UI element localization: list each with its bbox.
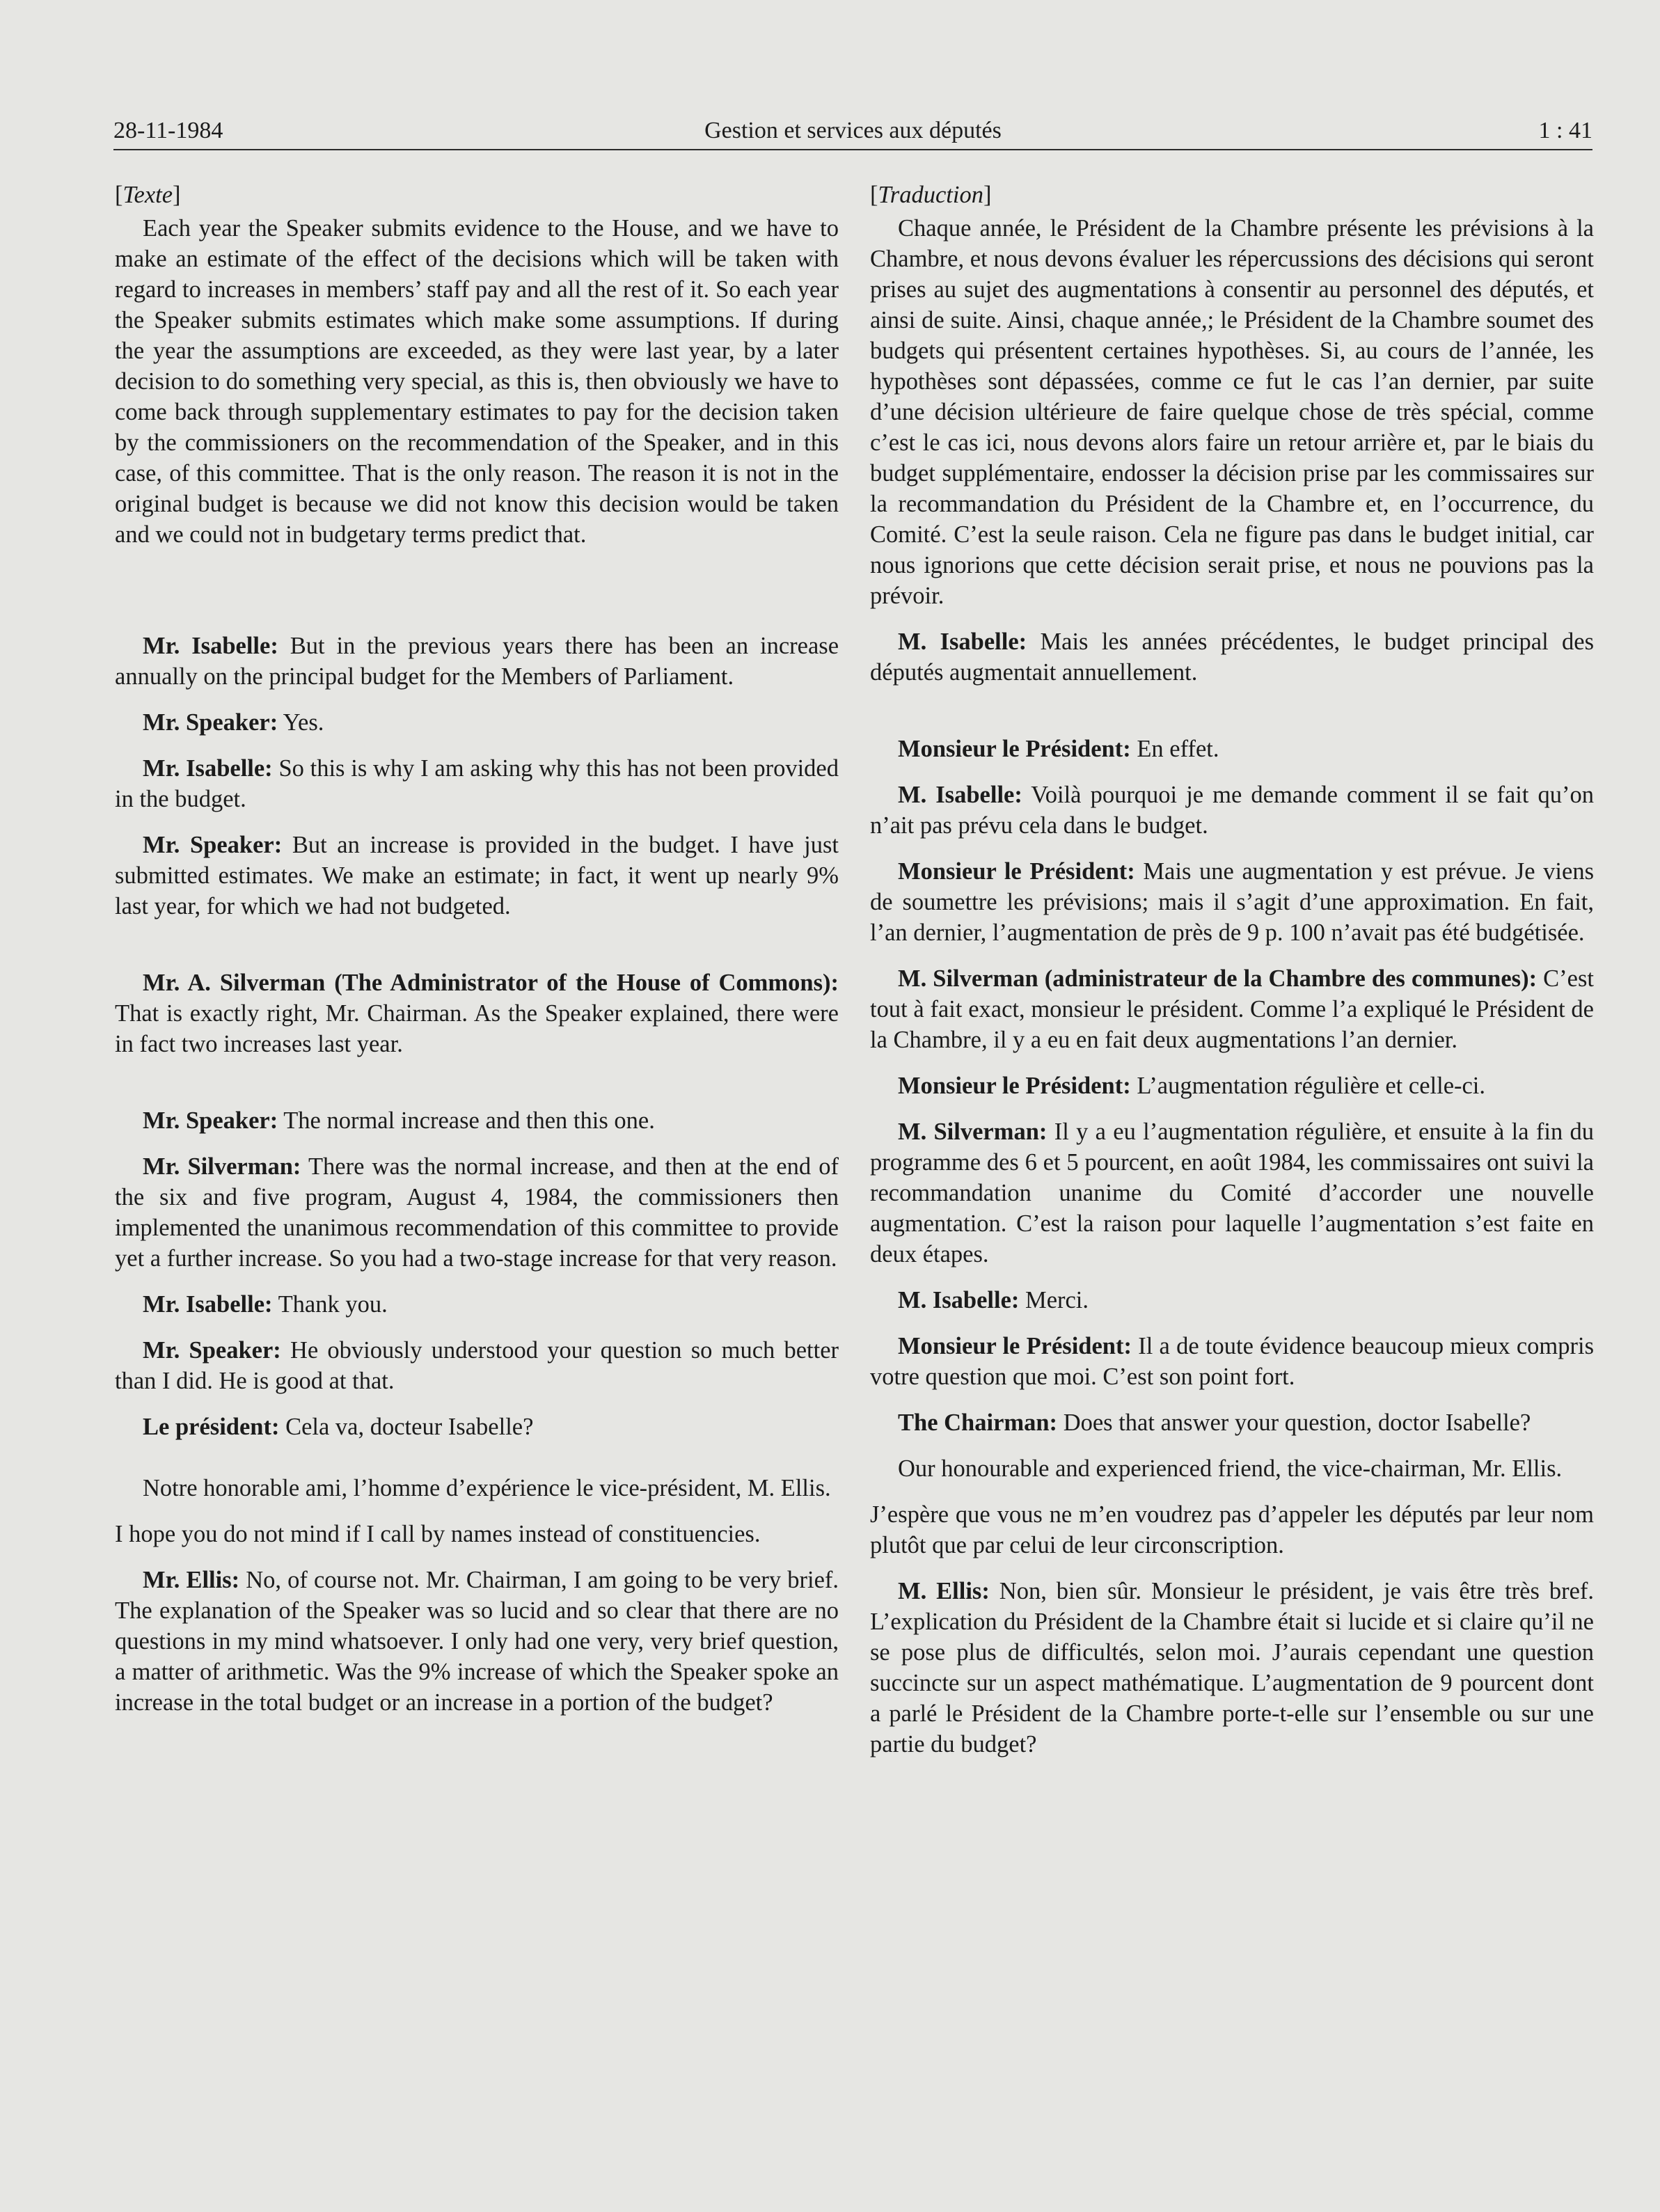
speaker-name: Mr. Speaker: bbox=[143, 1107, 278, 1134]
speaker-name: M. Ellis: bbox=[898, 1578, 990, 1604]
paragraph: Chaque année, le Président de la Chambre présente les prévisions à la Chambre, et nous devons évaluer les répercussions des décisions qui seront prises au sujet des augmentations à consentir au personnel des députés, et ainsi de suite. Ainsi, chaque année,; le Président de la Chambre soumet des budgets qui présentent certaines hypothèses. Si, au cours de l’année, les hypothèses sont dépassées, comme ce fut le cas l’an dernier, par suite d’une décision ultérieure de faire quelque chose de très spécial, comme c’est le cas ici, nous devons alors faire un retour arrière et, par le biais du budget supplémentaire, endosser la décision prise par les commissaires sur la recommandation du Président de la Chambre et, en l’occurrence, du Comité. C’est la seule raison. Cela ne figure pas dans le budget initial, car nous ignorions que cette décision serait prise, et nous ne pouvions pas la prévoir. bbox=[870, 215, 1594, 609]
paragraph: M. Isabelle: Mais les années précédentes, le budget principal des députés augmentait annuellement. bbox=[870, 629, 1594, 686]
paragraph: M. Isabelle: Voilà pourquoi je me demande comment il se fait qu’on n’ait pas prévu cela dans le budget. bbox=[870, 782, 1594, 839]
speaker-name: Monsieur le Président: bbox=[898, 1073, 1131, 1099]
speaker-name: Mr. Isabelle: bbox=[143, 1291, 273, 1318]
speaker-name: Le président: bbox=[143, 1414, 280, 1440]
paragraph: Monsieur le Président: En effet. bbox=[898, 736, 1219, 762]
paragraph: Mr. Ellis: No, of course not. Mr. Chairman, I am going to be very brief. The explanation of the Speaker was so lucid and so clear that there are no questions in my mind whatsoever. I only had one very, very brief question, a matter of arithmetic. Was the 9% increase of which the Speaker spoke an increase in the total budget or an increase in a portion of the budget? bbox=[115, 1567, 839, 1716]
speaker-name: Mr. Silverman: bbox=[143, 1153, 301, 1180]
header-page-number: 1 : 41 bbox=[1538, 118, 1592, 143]
paragraph: M. Ellis: Non, bien sûr. Monsieur le président, je vais être très bref. L’explication du Président de la Chambre était si lucide et si claire qu’il ne se pose plus de difficultés, selon moi. J’aurais cependant une question succincte sur un aspect mathématique. L’augmentation de 9 pourcent dont a parlé le Président de la Chambre porte-t-elle sur l’ensemble ou sur une partie du budget? bbox=[870, 1578, 1594, 1757]
speaker-name: The Chairman: bbox=[898, 1409, 1058, 1436]
paragraph: Our honourable and experienced friend, the vice-chairman, Mr. Ellis. bbox=[898, 1455, 1563, 1482]
paragraph: J’espère que vous ne m’en voudrez pas d’appeler les députés par leur nom plutôt que par celui de leur circonscription. bbox=[870, 1501, 1594, 1558]
french-column bbox=[870, 180, 1594, 1760]
speaker-name: Mr. Speaker: bbox=[143, 832, 283, 858]
speaker-name: Mr. Speaker: bbox=[143, 1337, 281, 1364]
header-title: Gestion et services aux députés bbox=[704, 118, 1002, 143]
paragraph: Mr. Speaker: He obviously understood your question so much better than I did. He is good at that. bbox=[115, 1337, 839, 1394]
paragraph: Monsieur le Président: Il a de toute évidence beaucoup mieux compris votre question que moi. C’est son point fort. bbox=[870, 1333, 1595, 1390]
section-label-traduction: [Traduction] bbox=[870, 182, 992, 208]
paragraph: Mr. A. Silverman (The Administrator of the House of Commons): That is exactly right, Mr. Chairman. As the Speaker explained, there were in fact two increases last year. bbox=[115, 970, 839, 1057]
paragraph: Monsieur le Président: L’augmentation régulière et celle-ci. bbox=[898, 1073, 1486, 1099]
speaker-name: Mr. A. Silverman (The Administrator of the House of Commons): bbox=[143, 970, 839, 996]
english-column bbox=[115, 180, 839, 1718]
speaker-name: Mr. Isabelle: bbox=[143, 755, 273, 782]
paragraph: Mr. Isabelle: So this is why I am asking why this has not been provided in the budget. bbox=[115, 755, 839, 812]
speaker-name: M. Isabelle: bbox=[898, 629, 1027, 655]
paragraph: M. Isabelle: Merci. bbox=[898, 1287, 1089, 1313]
paragraph: Mr. Speaker: But an increase is provided in the budget. I have just submitted estimates. We make an estimate; in fact, it went up nearly 9% last year, for which we had not budgeted. bbox=[115, 832, 839, 919]
speaker-name: Mr. Ellis: bbox=[143, 1567, 240, 1593]
speaker-name: Monsieur le Président: bbox=[898, 1333, 1132, 1359]
speaker-name: M. Silverman: bbox=[898, 1119, 1048, 1145]
speaker-name: M. Silverman (administrateur de la Chambre des communes): bbox=[898, 965, 1538, 992]
paragraph: M. Silverman: Il y a eu l’augmentation régulière, et ensuite à la fin du programme des 6 et 5 pourcent, en août 1984, les commissaires ont suivi la recommandation unanime du Comité d’accorder une nouvelle augmentation. C’est la raison pour laquelle l’augmentation s’est faite en deux étapes. bbox=[870, 1119, 1595, 1267]
paragraph: Mr. Isabelle: But in the previous years there has been an increase annually on the principal budget for the Members of Parliament. bbox=[115, 633, 839, 690]
speaker-name: M. Isabelle: bbox=[898, 1287, 1020, 1313]
speaker-name: Mr. Isabelle: bbox=[143, 633, 278, 659]
section-label-texte: [Texte] bbox=[115, 182, 181, 208]
header-date: 28-11-1984 bbox=[113, 118, 223, 143]
speaker-name: M. Isabelle: bbox=[898, 782, 1022, 808]
paragraph: M. Silverman (administrateur de la Chambre des communes): C’est tout à fait exact, monsieur le président. Comme l’a expliqué le Président de la Chambre, il y a eu en fait deux augmentations l’an dernier. bbox=[870, 965, 1594, 1053]
paragraph: Each year the Speaker submits evidence to the House, and we have to make an estimate of the effect of the decisions which will be taken with regard to increases in members’ staff pay and all the rest of it. So each year the Speaker submits estimates which make some assumptions. If during the year the assumptions are exceeded, as they were last year, by a later decision to do something very special, as this is, then obviously we have to come back through supplementary estimates to pay for the decision taken by the commissioners on the recommendation of the Speaker, and in this case, of this committee. That is the only reason. The reason it is not in the original budget is because we did not know this decision would be taken and we could not in budgetary terms predict that. bbox=[115, 215, 839, 548]
paragraph: Mr. Isabelle: Thank you. bbox=[143, 1291, 388, 1318]
paragraph: The Chairman: Does that answer your question, doctor Isabelle? bbox=[898, 1409, 1531, 1436]
speaker-name: Monsieur le Président: bbox=[898, 858, 1135, 885]
paragraph: Notre honorable ami, l’homme d’expérience le vice-président, M. Ellis. bbox=[143, 1475, 831, 1501]
running-header bbox=[113, 117, 1592, 150]
speaker-name: Mr. Speaker: bbox=[143, 709, 278, 736]
speaker-name: Monsieur le Président: bbox=[898, 736, 1131, 762]
paragraph: Mr. Speaker: Yes. bbox=[143, 709, 324, 736]
paragraph: Monsieur le Président: Mais une augmentation y est prévue. Je viens de soumettre les prévisions; mais il s’agit d’une approximation. En fait, l’an dernier, l’augmentation de près de 9 p. 100 n’avait pas été budgétisée. bbox=[870, 858, 1595, 946]
paragraph: Le président: Cela va, docteur Isabelle? bbox=[143, 1414, 534, 1440]
paragraph: I hope you do not mind if I call by names instead of constituencies. bbox=[115, 1521, 761, 1547]
paragraph: Mr. Speaker: The normal increase and then this one. bbox=[143, 1107, 655, 1134]
paragraph: Mr. Silverman: There was the normal increase, and then at the end of the six and five program, August 4, 1984, the commissioners then implemented the unanimous recommendation of this committee to provide yet a further increase. So you had a two-stage increase for that very reason. bbox=[115, 1153, 839, 1272]
